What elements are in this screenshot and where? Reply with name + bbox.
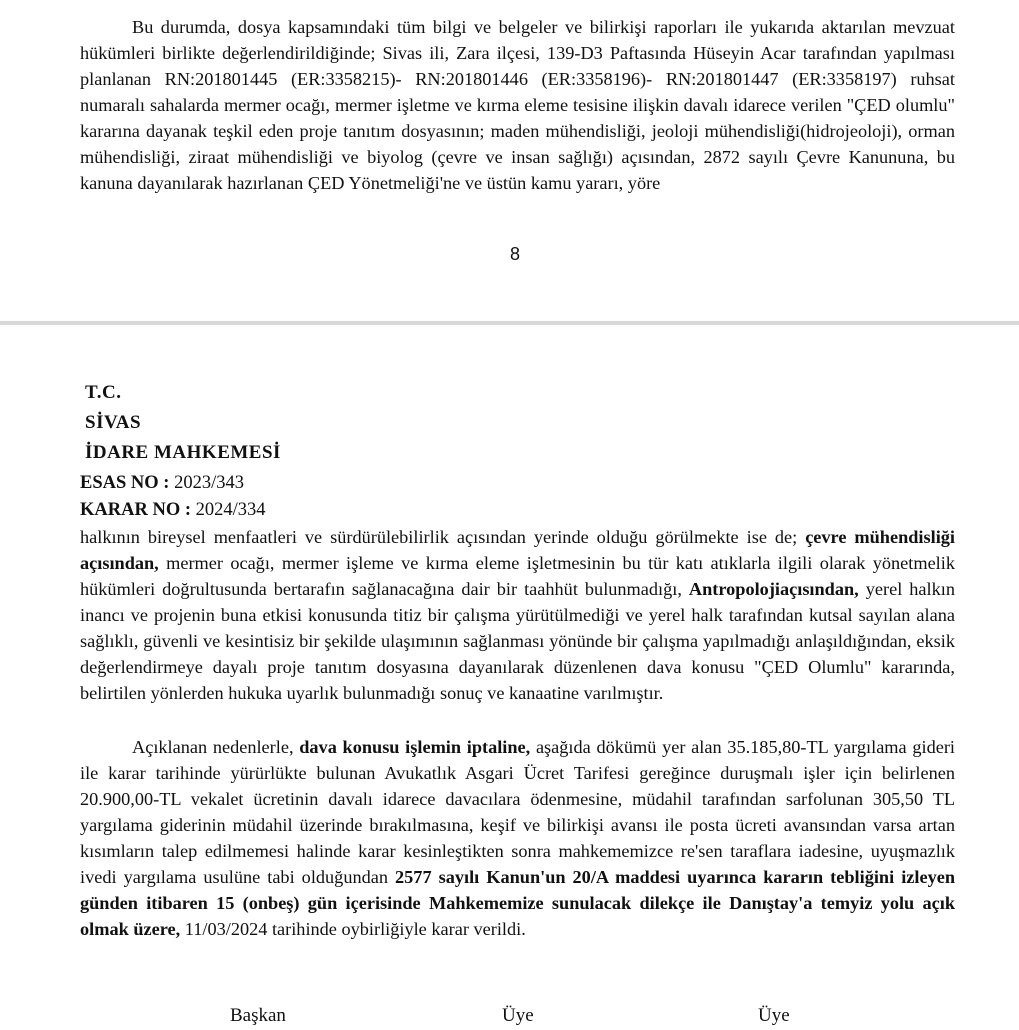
p1-bold-antropoloji: Antropolojiaçısından, bbox=[688, 579, 859, 599]
header-city: SİVAS bbox=[85, 412, 142, 433]
p1-text-c: mermer ocağı, mermer işleme ve kırma eleme işletmesinin bu tür katı atıklarla ilgili olarak yönetmelik hükümleri doğrultusunda bertarafın sağlanacağına dair bir taahhüt bulunmadığı, bbox=[80, 553, 955, 599]
p2-bold-temyiz: 2577 sayılı Kanun'un 20/A maddesi uyarınca kararın tebliğini izleyen günden itibaren 15 (onbeş) gün içerisinde Mahkememize sunulacak dilekçe ile Danıştay'a temyiz yolu açık olmak üzere, bbox=[80, 867, 955, 939]
page-number: 8 bbox=[509, 244, 520, 264]
karar-no-value: 2024/334 bbox=[195, 500, 266, 520]
body-paragraph-2 bbox=[80, 734, 955, 942]
page8-paragraph-text: Bu durumda, dosya kapsamındaki tüm bilgi ve belgeler ve bilirkişi raporları ile yukarıda aktarılan mevzuat hükümleri birlikte değerlendirildiğinde; Sivas ili, Zara ilçesi, 139-D3 Paftasında Hüseyin Acar tarafından yapılması planlanan RN:201801445 (ER:3358215)- RN:201801446 (ER:3358196)- RN:201801447 (ER:3358197) ruhsat numaralı sahalarda mermer ocağı, mermer işletme ve kırma eleme tesisine ilişkin davalı idarece verilen "ÇED olumlu" kararına dayanak teşkil eden proje tanıtım dosyasının; maden mühendisliği, jeoloji mühendisliği(hidrojeoloji), orman mühendisliği, ziraat mühendisliği ve biyolog (çevre ve insan sağlığı) açısından, 2872 sayılı Çevre Kanununa, bu kanuna dayanılarak hazırlanan ÇED Yönetmeliği'ne ve üstün kamu yararı, yöre bbox=[80, 17, 955, 193]
esas-no bbox=[80, 473, 244, 494]
karar-no bbox=[80, 500, 266, 521]
p1-bold-cevre: çevre mühendisliği açısından, bbox=[80, 527, 955, 573]
esas-no-value: 2023/343 bbox=[174, 473, 244, 493]
header-tc: T.C. bbox=[85, 382, 122, 403]
p2-bold-iptal: dava konusu işlemin iptaline, bbox=[299, 737, 531, 757]
page8-paragraph bbox=[80, 14, 955, 196]
p1-text-a: halkının bireysel menfaatleri ve sürdürülebilirlik açısından yerinde olduğu görülmekte ise de; bbox=[80, 527, 806, 547]
signature-uye-2: Üye bbox=[758, 1005, 790, 1026]
p1-text-e: yerel halkın inancı ve projenin buna etkisi konusunda titiz bir çalışma yürütülmediği ve yerel halk tarafından kutsal sayılan alana sağlıklı, güvenli ve kesintisiz bir şekilde ulaşımının sağlanması yönünde bir çalışma yapılmadığı anlaşıldığından, eksik değerlendirmeye dayalı proje tanıtım dosyasına dayanılarak düzenlenen dava konusu "ÇED Olumlu" kararında, belirtilen yönlerden hukuka uyarlık bulunmadığı sonuç ve kanaatine varılmıştır. bbox=[80, 579, 955, 703]
signature-baskan: Başkan bbox=[230, 1005, 286, 1026]
signature-uye-1: Üye bbox=[502, 1005, 534, 1026]
body-paragraph-1 bbox=[80, 524, 955, 706]
karar-no-label: KARAR NO : bbox=[80, 500, 191, 520]
p2-text-c: aşağıda dökümü yer alan 35.185,80-TL yargılama gideri ile karar tarihinde yürürlükte bulunan Avukatlık Asgari Ücret Tarifesi gereğince duruşmalı işler için belirlenen 20.900,00-TL vekalet ücretinin davalı idarece davacılara ödenmesine, müdahil tarafından sarfolunan 305,50 TL yargılama giderinin müdahil üzerinde bırakılmasına, keşif ve bilirkişi avansı ile posta ücreti avansından varsa artan kısımların talep edilmemesi halinde karar kesinleştikten sonra mahkememizce re'sen taraflara iadesine, uyuşmazlık ivedi yargılama usulüne tabi olduğundan bbox=[80, 737, 955, 887]
page-separator bbox=[0, 321, 1019, 325]
header-court: İDARE MAHKEMESİ bbox=[85, 442, 281, 463]
esas-no-label: ESAS NO : bbox=[80, 473, 170, 493]
cut-off-text-line bbox=[80, 0, 955, 6]
p2-text-a: Açıklanan nedenlerle, bbox=[132, 737, 300, 757]
p2-text-e: 11/03/2024 tarihinde oybirliğiyle karar verildi. bbox=[180, 919, 526, 939]
